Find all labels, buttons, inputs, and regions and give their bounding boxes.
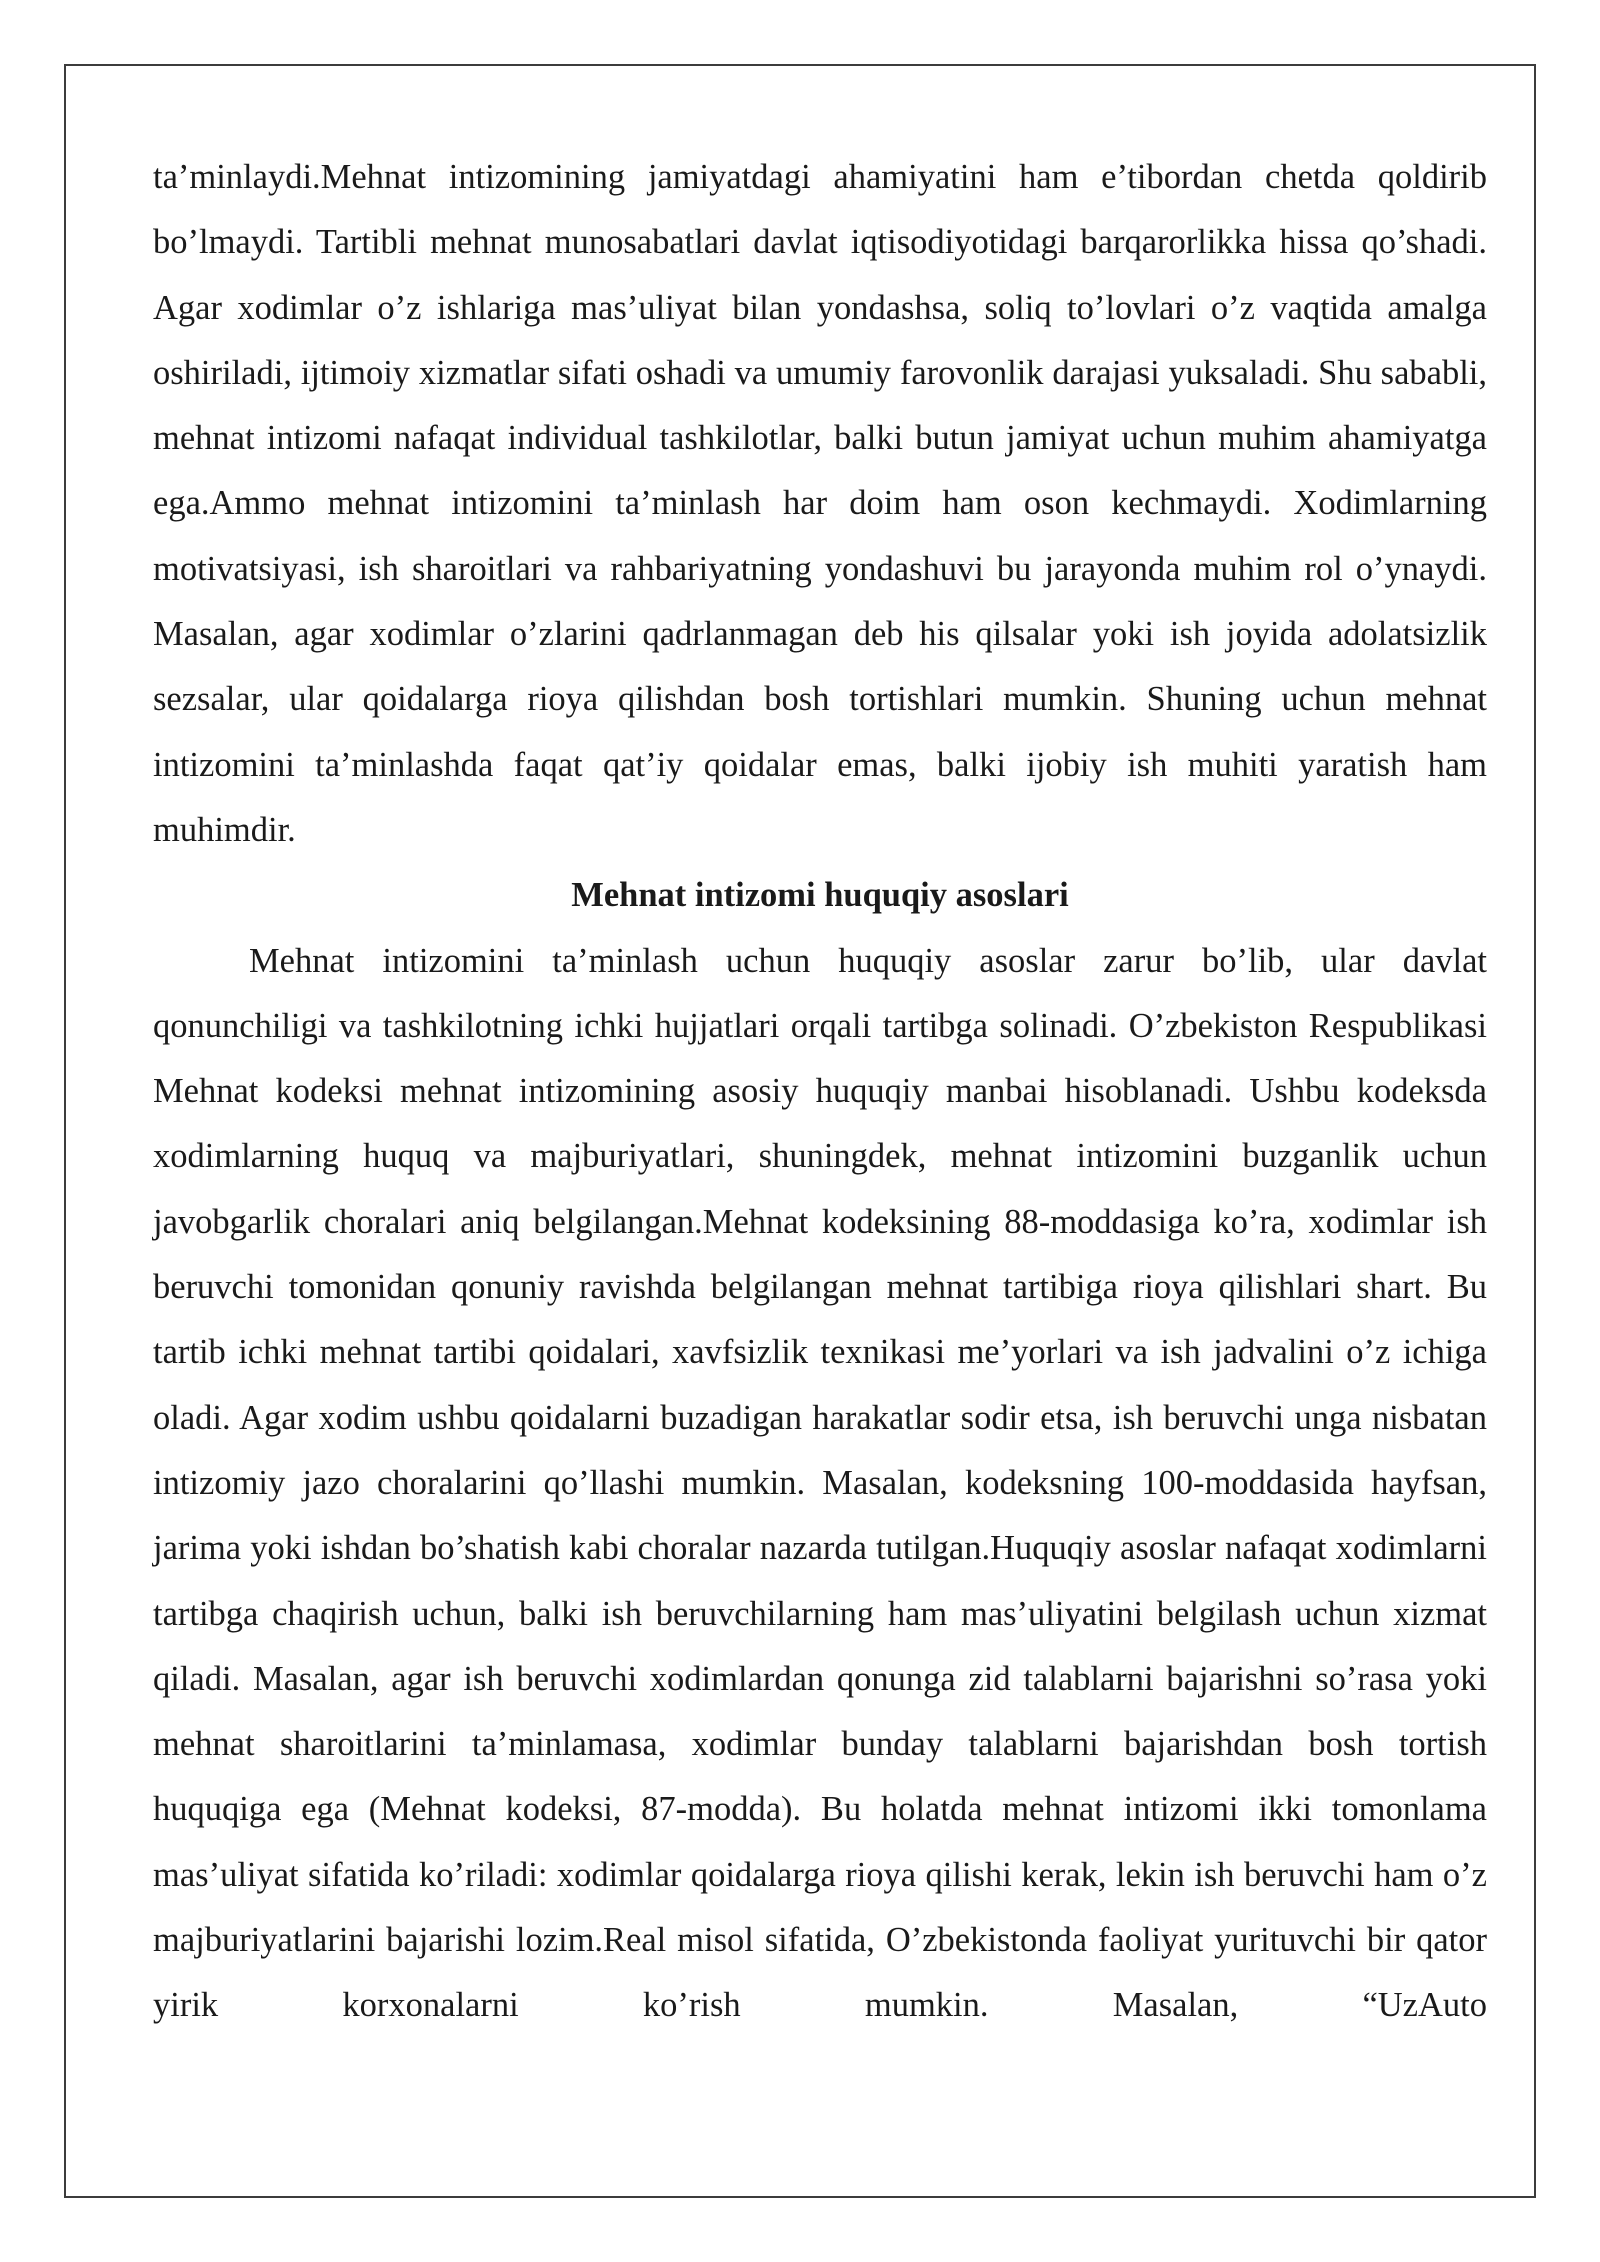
body-paragraph-2: Mehnat intizomini ta’minlash uchun huquqiy asoslar zarur bo’lib, ular davlat qonunchiligi va tashkilotning ichki hujjatlari orqali tartibga solinadi. O’zbekiston Respublikasi Mehnat kodeksi mehnat intizomining asosiy huquqiy manbai hisoblanadi. Ushbu kodeksda xodimlarning huquq va majburiyatlari, shuningdek, mehnat intizomini buzganlik uchun javobgarlik choralari aniq belgilangan.Mehnat kodeksining 88-moddasiga ko’ra, xodimlar ish beruvchi tomonidan qonuniy ravishda belgilangan mehnat tartibiga rioya qilishlari shart. Bu tartib ichki mehnat tartibi qoidalari, xavfsizlik texnikasi me’yorlari va ish jadvalini o’z ichiga oladi. Agar xodim ushbu qoidalarni buzadigan harakatlar sodir etsa, ish beruvchi unga nisbatan intizomiy jazo choralarini qo’llashi mumkin. Masalan, kodeksning 100-moddasida hayfsan, jarima yoki ishdan bo’shatish kabi choralar nazarda tutilgan.Huquqiy asoslar nafaqat xodimlarni tartibga chaqirish uchun, balki ish beruvchilarning ham mas’uliyatini belgilash uchun xizmat qiladi. Masalan, agar ish beruvchi xodimlardan qonunga zid talablarni bajarishni so’rasa yoki mehnat sharoitlarini ta’minlamasa, xodimlar bunday talablarni bajarishdan bosh tortish huquqiga ega (Mehnat kodeksi, 87-modda). Bu holatda mehnat intizomi ikki tomonlama mas’uliyat sifatida ko’riladi: xodimlar qoidalarga rioya qilishi kerak, lekin ish beruvchi ham o’z majburiyatlarini bajarishi lozim.Real misol sifatida, O’zbekistonda faoliyat yurituvchi bir qator yirik korxonalarni ko’rish mumkin. Masalan, “UzAuto <box>153 941 1487 2025</box>
body-paragraph-1: ta’minlaydi.Mehnat intizomining jamiyatdagi ahamiyatini ham e’tibordan chetda qoldirib bo’lmaydi. Tartibli mehnat munosabatlari davlat iqtisodiyotidagi barqarorlikka hissa qo’shadi. Agar xodimlar o’z ishlariga mas’uliyat bilan yondashsa, soliq to’lovlari o’z vaqtida amalga oshiriladi, ijtimoiy xizmatlar sifati oshadi va umumiy farovonlik darajasi yuksaladi. Shu sababli, mehnat intizomi nafaqat individual tashkilotlar, balki butun jamiyat uchun muhim ahamiyatga ega.Ammo mehnat intizomini ta’minlash har doim ham oson kechmaydi. Xodimlarning motivatsiyasi, ish sharoitlari va rahbariyatning yondashuvi bu jarayonda muhim rol o’ynaydi. Masalan, agar xodimlar o’zlarini qadrlanmagan deb his qilsalar yoki ish joyida adolatsizlik sezsalar, ular qoidalarga rioya qilishdan bosh tortishlari mumkin. Shuning uchun mehnat intizomini ta’minlashda faqat qat’iy qoidalar emas, balki ijobiy ish muhiti yaratish ham muhimdir. <box>153 158 1487 849</box>
document-body <box>153 145 1487 2039</box>
section-heading: Mehnat intizomi huquqiy asoslari <box>571 876 1069 915</box>
